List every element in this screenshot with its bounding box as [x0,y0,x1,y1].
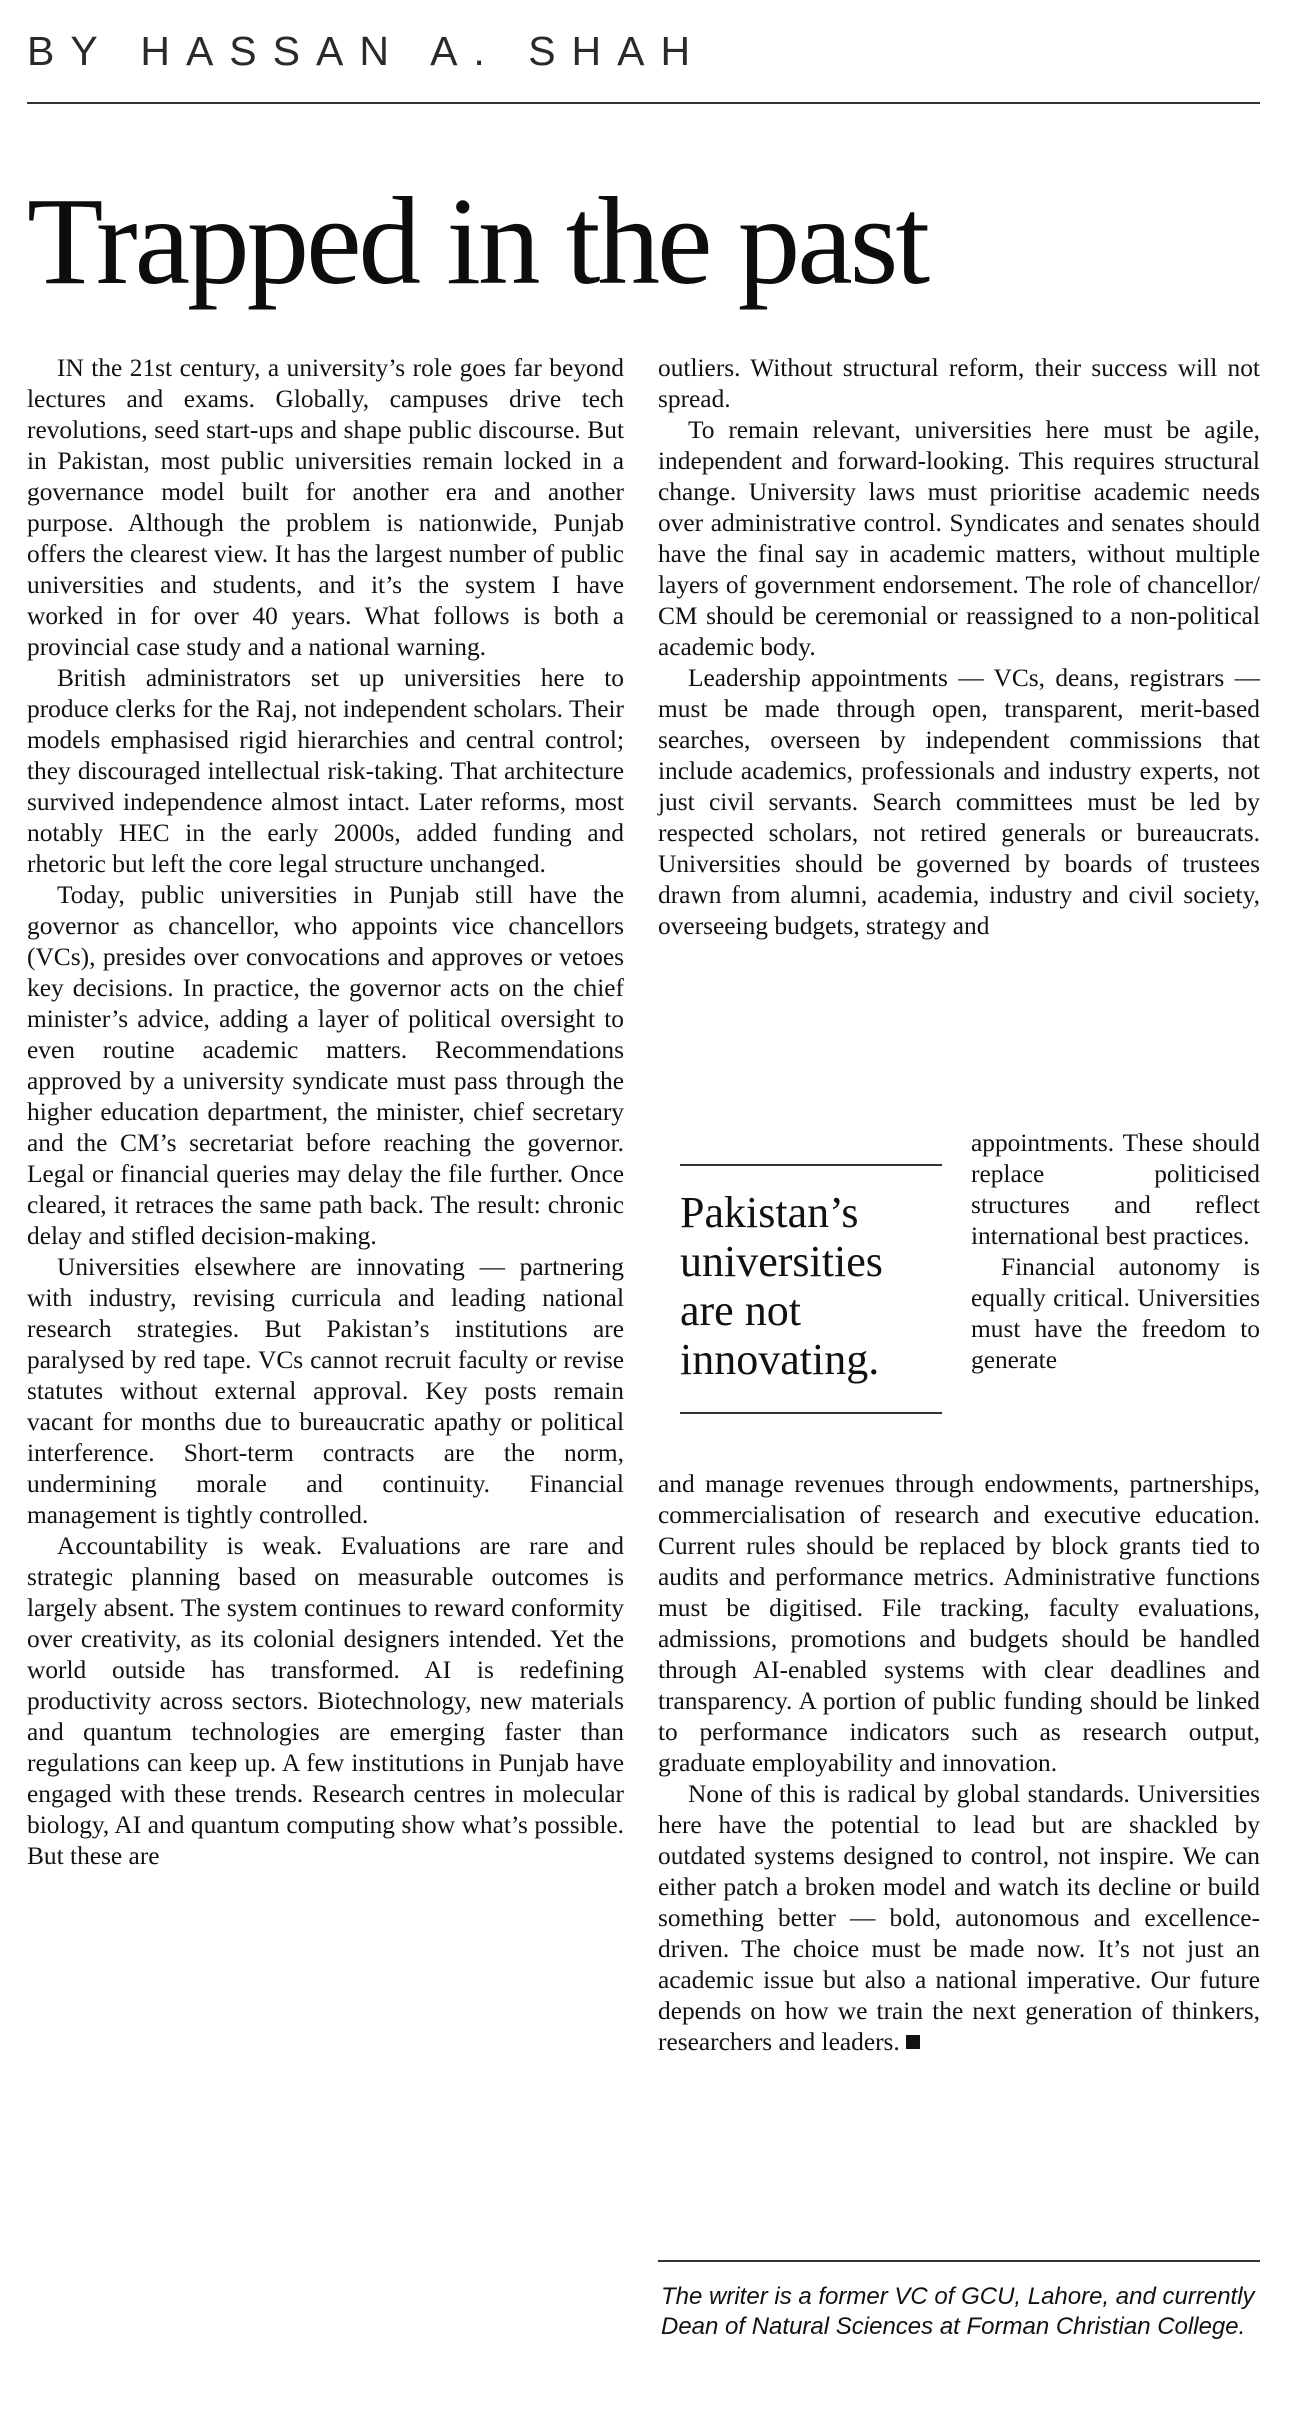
byline: BY HASSAN A. SHAH [27,28,707,74]
end-of-article-square-icon [906,2035,920,2049]
headline: Trapped in the past [27,173,928,311]
pull-quote-line: Pakistan’s [680,1188,859,1237]
paragraph: and manage revenues through endowments, partnerships, commercialisation of research and executive education. Current rules should be replaced by block grants tied to audits and performance metrics. Administrative functions must be digitised. File tracking, faculty evaluations, admissions, promotions and budgets should be handled through AI-enabled systems with clear deadlines and transparency. A portion of public funding should be linked to performance indicators such as research output, graduate employability and innovation. [658,1470,1260,1777]
paragraph: appointments. These should replace politicised structures and reflect international best practices. [971,1129,1260,1250]
paragraph: outliers. Without structural reform, their success will not spread. [658,354,1260,413]
article-column-right-bottom [658,1469,1260,2058]
paragraph [658,1779,1260,2058]
paragraph: British administrators set up universities here to produce clerks for the Raj, not independent scholars. Their models emphasised rigid hierarchies and central control; they discouraged intellectual risk-taking. That architecture survived independence almost intact. Later reforms, most notably HEC in the early 2000s, added funding and rhetoric but left the core legal structure unchanged. [27,664,624,878]
footer-rule [658,2260,1260,2262]
paragraph: Leadership appointments — VCs, deans, registrars — must be made through open, transparent, merit-based searches, overseen by independent commissions that include academics, professionals and industry experts, not just civil servants. Search committees must be led by respected scholars, not retired generals or bureaucrats. Universities should be governed by boards of trustees drawn from alumni, academia, industry and civil society, overseeing budgets, strategy and [658,664,1260,940]
article-column-right-narrow [971,1128,1260,1376]
article-column-right-top [658,353,1260,942]
paragraph: To remain relevant, universities here must be agile, independent and forward-looking. This requires structural change. University laws must prioritise academic needs over administrative control. Syndicates and senates should have the final say in academic matters, without multiple layers of government endorsement. The role of chancellor/ CM should be ceremonial or reassigned to a non-political academic body. [658,416,1260,661]
paragraph: IN the 21st century, a university’s role goes far beyond lectures and exams. Globally, campuses drive tech revolutions, seed start-ups and shape public discourse. But in Pakistan, most public universities remain locked in a governance model built for another era and another purpose. Although the problem is nationwide, Punjab offers the clearest view. It has the largest number of public universities and students, and it’s the system I have worked in for over 40 years. What follows is both a provincial case study and a national warning. [27,354,624,661]
author-note: The writer is a former VC of GCU, Lahore, and currently Dean of Natural Sciences at Forman Christian College. [661,2283,1255,2340]
article-column-left [27,353,624,1872]
pull-quote [680,1164,942,1414]
pull-quote-line: are not [680,1286,801,1335]
pull-quote-line: universities [680,1237,883,1286]
top-rule [27,102,1260,104]
paragraph: Financial autonomy is equally critical. Universities must have the freedom to generate [971,1253,1260,1374]
pull-quote-line: innovating. [680,1335,880,1384]
paragraph: Universities elsewhere are innovating — partnering with industry, revising curricula and leading national research strategies. But Pakistan’s institutions are paralysed by red tape. VCs cannot recruit faculty or revise statutes without external approval. Key posts remain vacant for months due to bureaucratic apathy or political interference. Short-term contracts are the norm, undermining morale and continuity. Financial management is tightly controlled. [27,1253,624,1529]
paragraph: Accountability is weak. Evaluations are rare and strategic planning based on measurable outcomes is largely absent. The system continues to reward conformity over creativity, as its colonial designers intended. Yet the world outside has transformed. AI is redefining productivity across sectors. Biotechnology, new materials and quantum technologies are emerging faster than regulations can keep up. A few institutions in Punjab have engaged with these trends. Research centres in molecular biology, AI and quantum computing show what’s possible. But these are [27,1532,624,1870]
paragraph: Today, public universities in Punjab still have the governor as chancellor, who appoints vice chancellors (VCs), presides over convocations and approves or vetoes key decisions. In practice, the governor acts on the chief minister’s advice, adding a layer of political oversight to even routine academic matters. Recommendations approved by a university syndicate must pass through the higher education department, the minister, chief secretary and the CM’s secretariat before reaching the governor. Legal or financial queries may delay the file further. Once cleared, it retraces the same path back. The result: chronic delay and stifled decision-making. [27,881,624,1250]
paragraph-text: None of this is radical by global standards. Universities here have the potential to lead but are shackled by outdated systems designed to control, not inspire. We can either patch a broken model and watch its decline or build something better — bold, autonomous and excellence-driven. The choice must be made now. It’s not just an academic issue but also a national imperative. Our future depends on how we train the next generation of thinkers, researchers and leaders. [658,1780,1260,2056]
